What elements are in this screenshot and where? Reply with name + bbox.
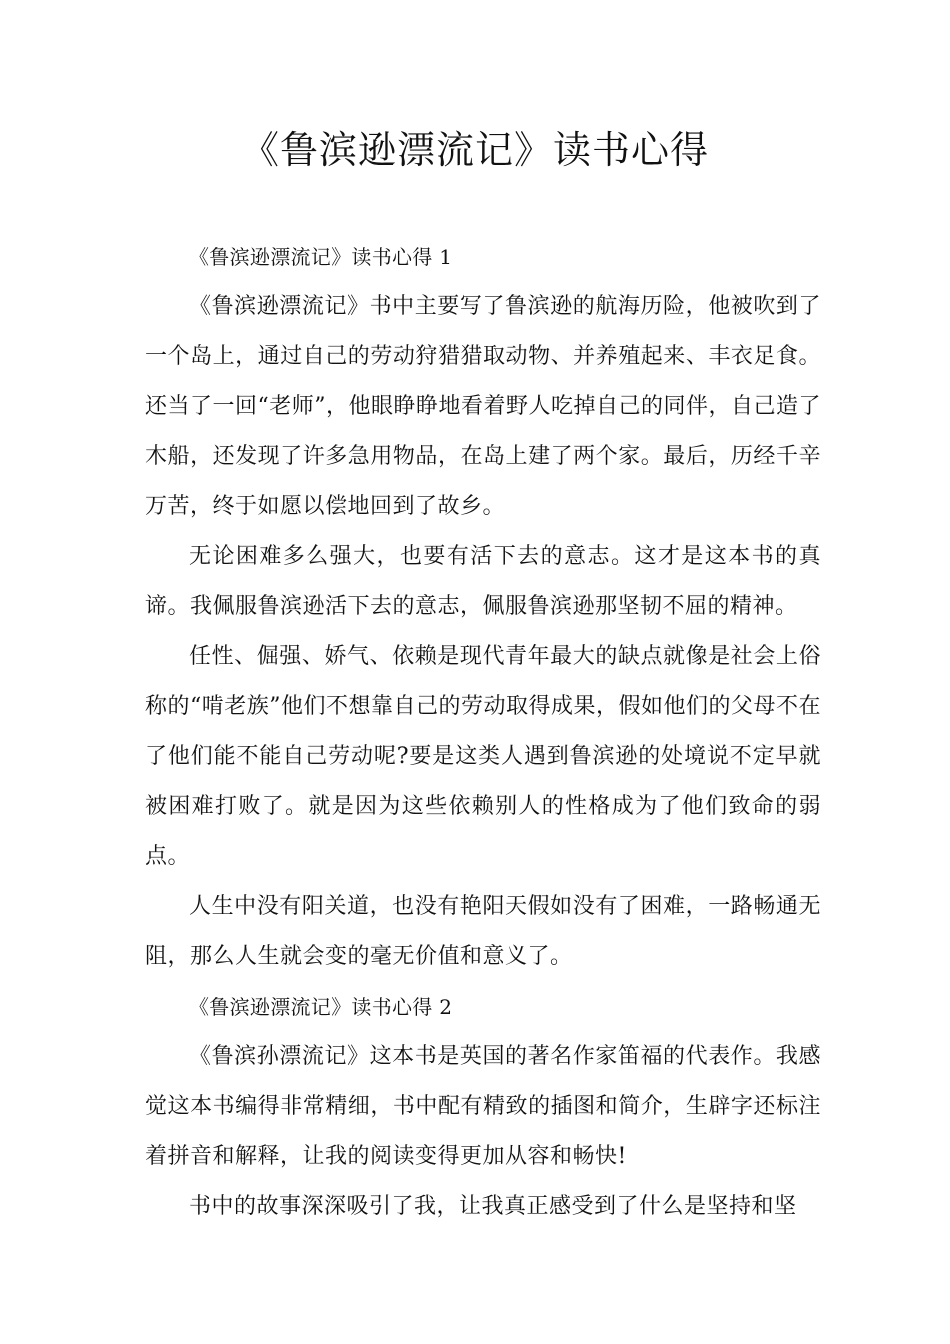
document-title: 《鲁滨逊漂流记》读书心得	[240, 128, 709, 172]
paragraph: 《鲁滨孙漂流记》这本书是英国的著名作家笛福的代表作。我感觉这本书编得非常精细，书中配有精致的插图和简介，生辟字还标注着拼音和解释，让我的阅读变得更加从容和畅快!	[145, 1044, 821, 1169]
paragraph: 任性、倔强、娇气、依赖是现代青年最大的缺点就像是社会上俗称的“啃老族”他们不想靠自己的劳动取得成果，假如他们的父母不在了他们能不能自己劳动呢?要是这类人遇到鲁滨逊的处境说不定早就被困难打败了。就是因为这些依赖别人的性格成为了他们致命的弱点。	[145, 644, 821, 869]
paragraph: 书中的故事深深吸引了我，让我真正感受到了什么是坚持和坚	[189, 1194, 797, 1219]
paragraph: 无论困难多么强大，也要有活下去的意志。这才是这本书的真谛。我佩服鲁滨逊活下去的意志，佩服鲁滨逊那坚韧不屈的精神。	[145, 544, 821, 619]
paragraph: 《鲁滨逊漂流记》书中主要写了鲁滨逊的航海历险，他被吹到了一个岛上，通过自己的劳动狩猎猎取动物、并养殖起来、丰衣足食。还当了一回“老师”，他眼睁睁地看着野人吃掉自己的同伴，自己造了木船，还发现了许多急用物品，在岛上建了两个家。最后，历经千辛万苦，终于如愿以偿地回到了故乡。	[145, 294, 821, 519]
section-heading-2: 《鲁滨逊漂流记》读书心得 2	[189, 995, 453, 1019]
document-body	[145, 232, 821, 1232]
section-heading-1: 《鲁滨逊漂流记》读书心得 1	[189, 245, 453, 269]
paragraph: 人生中没有阳关道，也没有艳阳天假如没有了困难，一路畅通无阻，那么人生就会变的毫无价值和意义了。	[145, 894, 821, 969]
